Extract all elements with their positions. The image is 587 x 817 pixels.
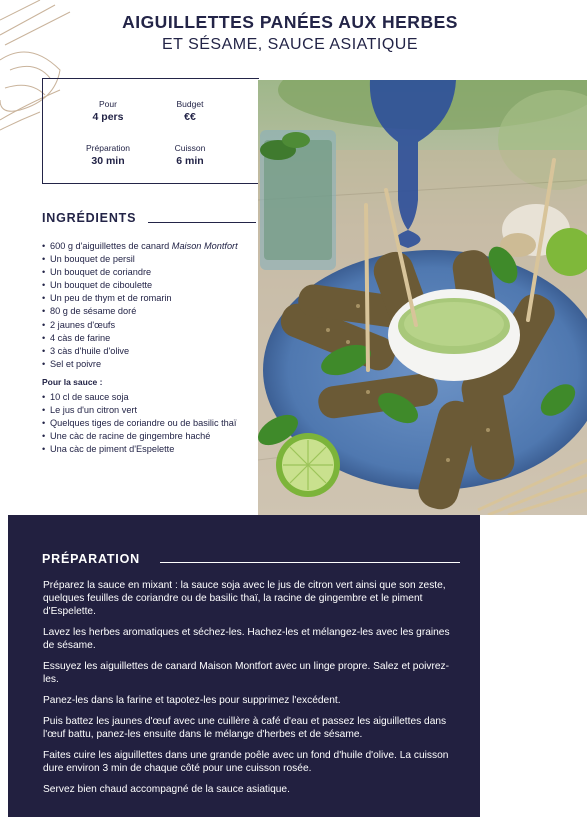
ingredients-list: [42, 240, 252, 457]
list-item: • Un bouquet de coriandre: [42, 266, 252, 279]
main-ingredients: [42, 240, 252, 371]
list-item: • Un bouquet de ciboulette: [42, 279, 252, 292]
preparation-step: Puis battez les jaunes d'œuf avec une cuillère à café d'eau et passez les aiguillettes dans l'œuf battu, panez-les ensuite dans le mélange d'herbes et de sésame.: [43, 716, 447, 741]
prep-time-label: Préparation: [86, 143, 130, 153]
list-item: • Sel et poivre: [42, 358, 252, 371]
list-item: • Quelques tiges de coriandre ou de basilic thaï: [42, 417, 252, 430]
servings-label: Pour: [99, 99, 117, 109]
preparation-step: Faites cuire les aiguillettes dans une grande poêle avec un fond d'huile d'olive. La cuisson dure environ 3 min de chaque côté pour une cuisson rosée.: [43, 750, 449, 775]
budget-info: [145, 99, 235, 123]
prep-time-info: [63, 143, 153, 167]
title-block: [60, 10, 520, 54]
list-item: • Una càc de piment d'Espelette: [42, 443, 252, 456]
ingredients-rule: [148, 222, 256, 223]
sauce-ingredients: [42, 391, 252, 456]
preparation-step: Lavez les herbes aromatiques et séchez-les. Hachez-les et mélangez-les avec les graines de sésame.: [43, 627, 450, 652]
preparation-panel: [8, 515, 480, 817]
list-item: • Un peu de thym et de romarin: [42, 292, 252, 305]
preparation-steps: [43, 579, 453, 804]
list-item: • 2 jaunes d'œufs: [42, 319, 252, 332]
preparation-step: Préparez la sauce en mixant : la sauce soja avec le jus de citron vert ainsi que son zeste, quelques feuilles de coriandre ou de basilic thaï, la racine de gingembre et le piment d'Espelette.: [43, 580, 446, 618]
budget-label: Budget: [176, 99, 204, 109]
list-item: • Une càc de racine de gingembre haché: [42, 430, 252, 443]
servings-value: 4 pers: [92, 111, 124, 123]
prep-time-value: 30 min: [91, 155, 125, 167]
budget-value: €€: [184, 111, 196, 123]
list-item: • 3 càs d'huile d'olive: [42, 345, 252, 358]
list-item: • 10 cl de sauce soja: [42, 391, 252, 404]
cook-time-value: 6 min: [176, 155, 204, 167]
ingredient-text: 600 g d'aiguillettes de canard: [50, 241, 172, 251]
list-item: • Le jus d'un citron vert: [42, 404, 252, 417]
recipe-subtitle: ET SÉSAME, SAUCE ASIATIQUE: [161, 36, 419, 53]
recipe-info-box: [42, 78, 259, 184]
servings-info: [63, 99, 153, 123]
cook-time-label: Cuisson: [174, 143, 206, 153]
list-item: • 4 càs de farine: [42, 332, 252, 345]
ingredients-heading: INGRÉDIENTS: [42, 211, 137, 225]
list-item: • Un bouquet de persil: [42, 253, 252, 266]
recipe-title: AIGUILLETTES PANÉES AUX HERBES: [122, 12, 458, 32]
preparation-rule: [160, 562, 460, 563]
list-item: [42, 240, 252, 253]
cook-time-info: [145, 143, 235, 167]
preparation-step: Servez bien chaud accompagné de la sauce asiatique.: [43, 784, 290, 795]
sauce-heading: Pour la sauce :: [42, 376, 103, 387]
brand-name: Maison Montfort: [171, 241, 238, 251]
recipe-photo: [258, 80, 587, 515]
list-item: • 80 g de sésame doré: [42, 305, 252, 318]
preparation-step: Panez-les dans la farine et tapotez-les pour supprimez l'excédent.: [43, 695, 341, 707]
preparation-step: Essuyez les aiguillettes de canard Maison Montfort avec un linge propre. Salez et poivrez-les.: [43, 661, 450, 686]
preparation-heading: PRÉPARATION: [42, 552, 140, 566]
